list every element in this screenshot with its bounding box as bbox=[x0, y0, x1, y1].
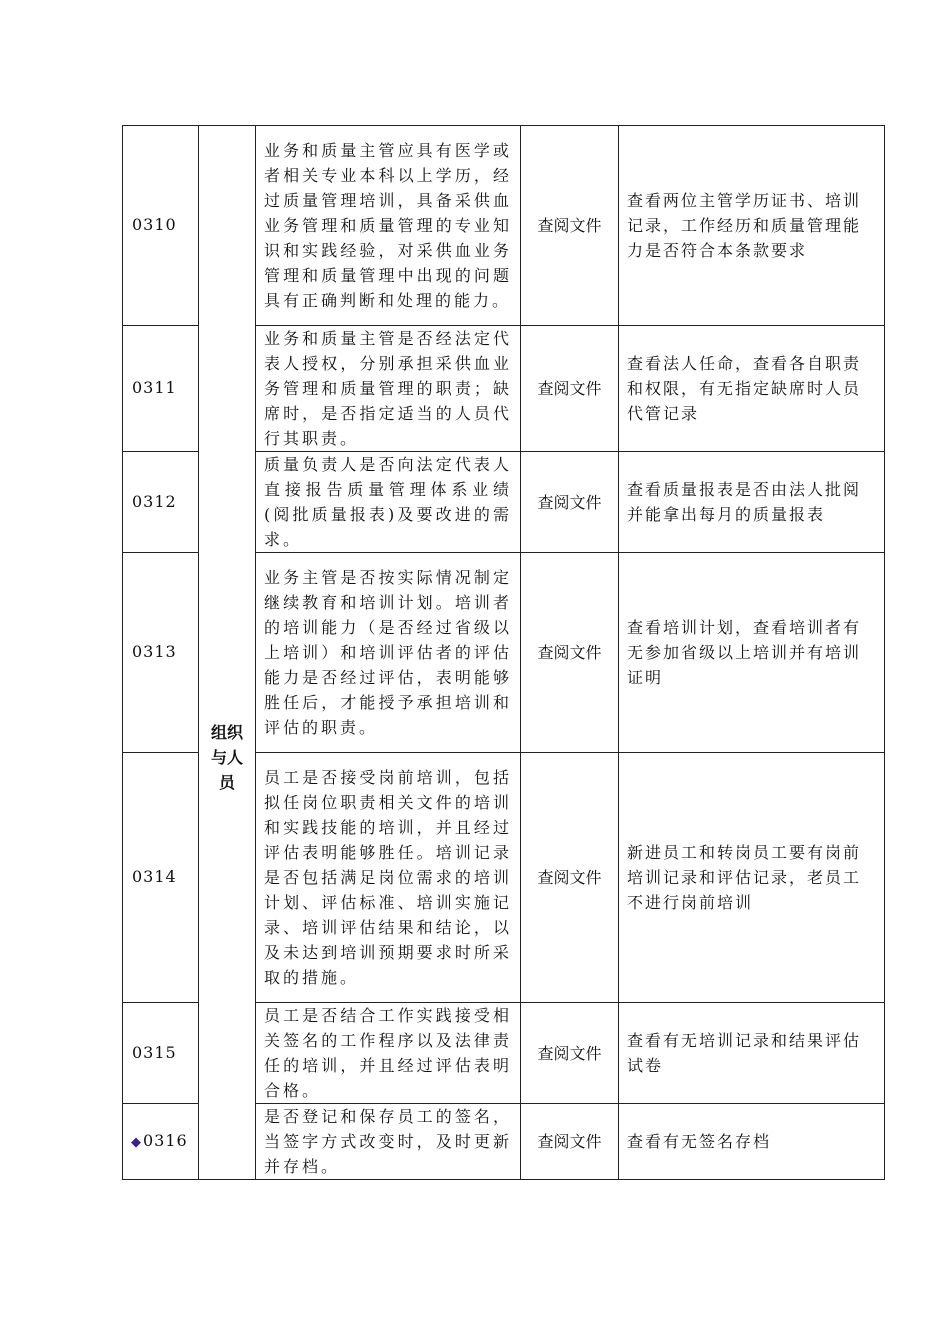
requirement-text: 业务和质量主管是否经法定代表人授权，分别承担采供血业务管理和质量管理的职责；缺席时，是否指定适当的人员代行其职责。 bbox=[256, 326, 521, 452]
item-code: 0314 bbox=[123, 753, 199, 1003]
review-method: 查阅文件 bbox=[521, 753, 619, 1003]
table-row bbox=[123, 126, 885, 326]
check-criteria: 查看有无培训记录和结果评估试卷 bbox=[619, 1003, 885, 1104]
item-code: 0315 bbox=[123, 1003, 199, 1104]
check-criteria: 查看质量报表是否由法人批阅并能拿出每月的质量报表 bbox=[619, 452, 885, 553]
review-method: 查阅文件 bbox=[521, 126, 619, 326]
review-method: 查阅文件 bbox=[521, 553, 619, 753]
requirement-text: 业务主管是否按实际情况制定继续教育和培训计划。培训者的培训能力（是否经过省级以上培训）和培训评估者的评估能力是否经过评估，表明能够胜任后，才能授予承担培训和评估的职责。 bbox=[256, 553, 521, 753]
check-criteria: 查看法人任命，查看各自职责和权限，有无指定缺席时人员代管记录 bbox=[619, 326, 885, 452]
review-method: 查阅文件 bbox=[521, 1003, 619, 1104]
requirement-text: 质量负责人是否向法定代表人直接报告质量管理体系业绩(阅批质量报表)及要改进的需求。 bbox=[256, 452, 521, 553]
item-code: 0310 bbox=[123, 126, 199, 326]
item-code: ◆0316 bbox=[123, 1104, 199, 1180]
category-label: 组织与人员 bbox=[210, 723, 243, 792]
requirement-text: 是否登记和保存员工的签名，当签字方式改变时，及时更新并存档。 bbox=[256, 1104, 521, 1180]
item-code: 0312 bbox=[123, 452, 199, 553]
category-cell bbox=[199, 126, 256, 1180]
review-method: 查阅文件 bbox=[521, 1104, 619, 1180]
check-criteria: 查看两位主管学历证书、培训记录，工作经历和质量管理能力是否符合本条款要求 bbox=[619, 126, 885, 326]
diamond-icon: ◆ bbox=[131, 1135, 142, 1150]
audit-criteria-table bbox=[122, 125, 885, 1180]
item-code: 0313 bbox=[123, 553, 199, 753]
check-criteria: 查看有无签名存档 bbox=[619, 1104, 885, 1180]
check-criteria: 新进员工和转岗员工要有岗前培训记录和评估记录，老员工不进行岗前培训 bbox=[619, 753, 885, 1003]
review-method: 查阅文件 bbox=[521, 326, 619, 452]
requirement-text: 员工是否接受岗前培训，包括拟任岗位职责相关文件的培训和实践技能的培训，并且经过评估表明能够胜任。培训记录是否包括满足岗位需求的培训计划、评估标准、培训实施记录、培训评估结果和结论，以及未达到培训预期要求时所采取的措施。 bbox=[256, 753, 521, 1003]
requirement-text: 员工是否结合工作实践接受相关签名的工作程序以及法律责任的培训，并且经过评估表明合格。 bbox=[256, 1003, 521, 1104]
item-code: 0311 bbox=[123, 326, 199, 452]
check-criteria: 查看培训计划，查看培训者有无参加省级以上培训并有培训证明 bbox=[619, 553, 885, 753]
requirement-text: 业务和质量主管应具有医学或者相关专业本科以上学历，经过质量管理培训，具备采供血业务管理和质量管理的专业知识和实践经验，对采供血业务管理和质量管理中出现的问题具有正确判断和处理的能力。 bbox=[256, 126, 521, 326]
review-method: 查阅文件 bbox=[521, 452, 619, 553]
